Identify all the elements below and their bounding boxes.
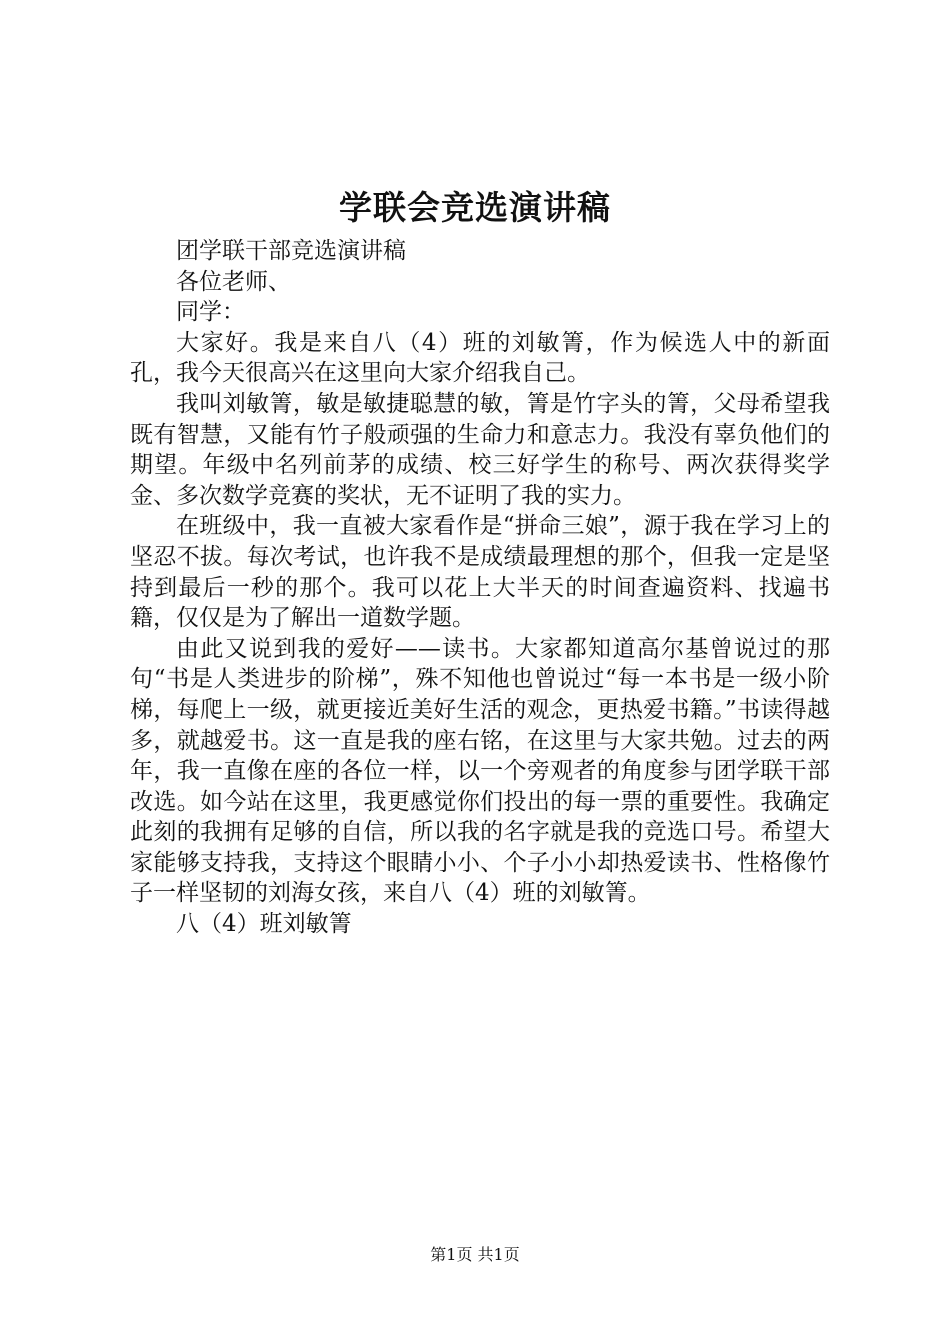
paragraph-heading: 团学联干部竞选演讲稿 — [176, 238, 406, 264]
paragraph-name-meaning: 我叫刘敏箐，敏是敏捷聪慧的敏，箐是竹字头的箐，父母希望我既有智慧，又能有竹子般顽强的生命力和意志力。我没有辜负他们的期望。年级中名列前茅的成绩、校三好学生的称号、两次获得奖学金、多次数学竞赛的奖状，无不证明了我的实力。 — [130, 390, 830, 509]
paragraph-greeting-teachers: 各位老师、 — [176, 268, 291, 295]
document-body — [130, 236, 830, 940]
paragraph-reading-hobby: 由此又说到我的爱好——读书。大家都知道高尔基曾说过的那句“书是人类进步的阶梯”，殊不知他也曾说过“每一本书是一级小阶梯，每爬上一级，就更接近美好生活的观念，更热爱书籍。”书读得越多，就越爱书。这一直是我的座右铭，在这里与大家共勉。过去的两年，我一直像在座的各位一样，以一个旁观者的角度参与团学联干部改选。如今站在这里，我更感觉你们投出的每一票的重要性。我确定此刻的我拥有足够的自信，所以我的名字就是我的竞选口号。希望大家能够支持我，支持这个眼睛小小、个子小小却热爱读书、性格像竹子一样坚韧的刘海女孩，来自八（4）班的刘敏箐。 — [130, 635, 830, 907]
document-title: 学联会竞选演讲稿 — [339, 188, 611, 227]
page-footer: 第1页 共1页 — [430, 1245, 520, 1264]
paragraph-signature: 八（4）班刘敏箐 — [176, 911, 352, 938]
paragraph-intro: 大家好。我是来自八（4）班的刘敏箐，作为候选人中的新面孔，我今天很高兴在这里向大家介绍我自己。 — [130, 329, 830, 387]
paragraph-greeting-students: 同学： — [176, 299, 245, 326]
paragraph-class-study: 在班级中，我一直被大家看作是“拼命三娘”，源于我在学习上的坚忍不拔。每次考试，也许我不是成绩最理想的那个，但我一定是坚持到最后一秒的那个。我可以花上大半天的时间查遍资料、找遍书籍，仅仅是为了解出一道数学题。 — [130, 513, 830, 632]
